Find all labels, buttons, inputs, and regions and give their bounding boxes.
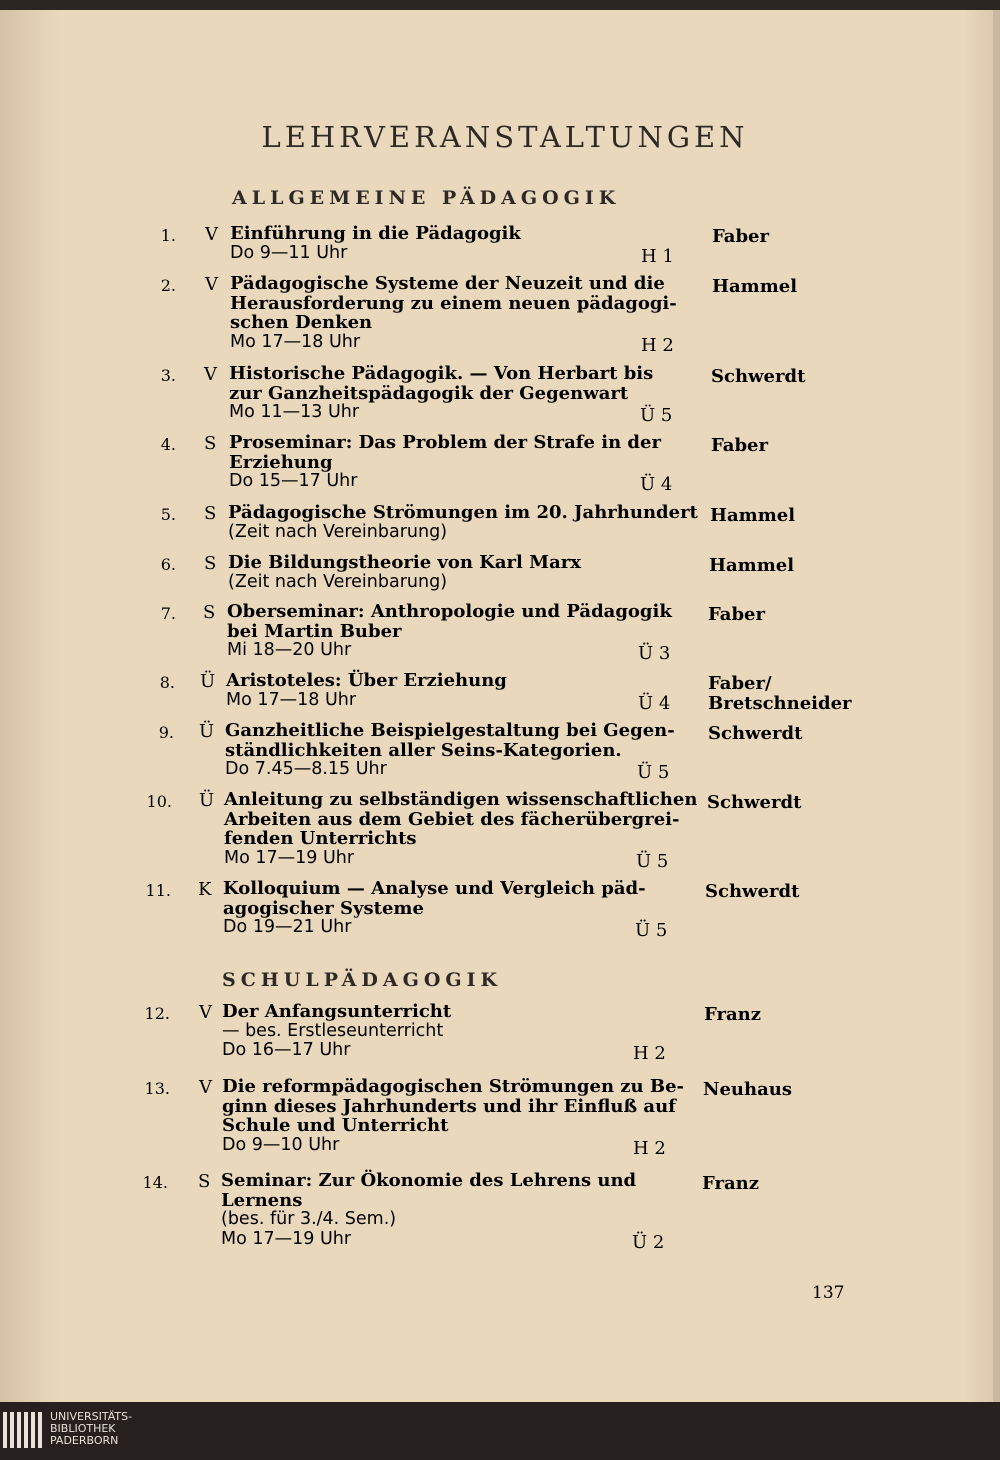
course-title-line: Oberseminar: Anthropologie und Pädagogik [227, 601, 672, 622]
course-title-line: Arbeiten aus dem Gebiet des fächerübergrei- [224, 808, 680, 830]
course-number: 8. [159, 673, 175, 692]
section-heading-schulpaedagogik: SCHULPÄDAGOGIK [222, 969, 502, 991]
course-lecturer: Faber [712, 226, 769, 247]
course-title-line: Schule und Unterricht [222, 1115, 449, 1136]
course-time: Do 9—10 Uhr [222, 1134, 340, 1155]
course-lecturer: Hammel [712, 276, 798, 297]
course-number: 11. [145, 881, 171, 900]
course-room: H 2 [633, 1137, 666, 1159]
course-type: S [204, 433, 217, 454]
course-title-line: Historische Pädagogik. — Von Herbart bis [229, 363, 654, 384]
course-type: V [199, 1002, 212, 1023]
course-title-line: schen Denken [230, 312, 373, 333]
course-type: Ü [199, 721, 215, 742]
course-lecturer: Faber [708, 604, 765, 625]
course-type: V [205, 274, 218, 295]
course-type: S [204, 503, 217, 524]
course-note: (bes. für 3./4. Sem.) [221, 1209, 397, 1229]
course-time: Do 16—17 Uhr [222, 1040, 351, 1060]
course-room: Ü 5 [635, 920, 668, 941]
course-time: Do 7.45—8.15 Uhr [225, 759, 387, 779]
course-time: Mo 17—19 Uhr [221, 1228, 352, 1249]
course-room: H 2 [633, 1043, 666, 1064]
course-lecturer: Faber/ [708, 673, 772, 694]
course-title-line: Aristoteles: Über Erziehung [226, 670, 507, 691]
course-type: S [204, 553, 217, 574]
course-title-line: Kolloquium — Analyse und Vergleich päd- [223, 878, 646, 899]
course-time: Mo 17—18 Uhr [226, 689, 357, 710]
course-lecturer: Franz [702, 1173, 759, 1194]
course-room: Ü 4 [638, 692, 671, 714]
page-number: 137 [812, 1283, 845, 1303]
course-time: Mo 11—13 Uhr [229, 402, 360, 422]
course-time: Mi 18—20 Uhr [227, 640, 352, 660]
course-title-line: Proseminar: Das Problem der Strafe in der [229, 432, 661, 453]
course-title-line: Anleitung zu selbständigen wissenschaftlichen [224, 789, 698, 810]
course-room: Ü 2 [632, 1231, 665, 1253]
course-type: V [199, 1077, 212, 1098]
course-lecturer: Franz [704, 1004, 761, 1025]
course-title-line: Der Anfangsunterricht [222, 1001, 452, 1022]
course-lecturer: Bretschneider [708, 693, 852, 714]
course-time: Do 15—17 Uhr [229, 471, 358, 491]
course-number: 1. [160, 226, 176, 245]
course-type: V [204, 364, 217, 385]
course-lecturer: Schwerdt [711, 366, 806, 387]
course-number: 10. [146, 792, 172, 811]
course-title-line: bei Martin Buber [227, 620, 402, 642]
course-title-line: ständlichkeiten aller Seins-Kategorien. [225, 739, 622, 761]
page-title: LEHRVERANSTALTUNGEN [261, 120, 749, 154]
course-lecturer: Neuhaus [703, 1079, 792, 1100]
course-title-line: Erziehung [229, 451, 333, 473]
course-title-line: Herausforderung zu einem neuen pädagogi- [230, 292, 677, 314]
course-lecturer: Hammel [709, 555, 795, 576]
course-number: 7. [160, 604, 176, 623]
course-lecturer: Faber [711, 435, 768, 456]
course-room: Ü 5 [640, 405, 673, 426]
course-title-line: agogischer Systeme [223, 897, 424, 919]
course-time: Mo 17—18 Uhr [230, 331, 361, 352]
library-logo-icon [3, 1412, 45, 1452]
course-type: K [198, 879, 212, 900]
course-title-line: Ganzheitliche Beispielgestaltung bei Gegen- [225, 720, 675, 741]
course-room: Ü 5 [637, 762, 670, 783]
course-number: 14. [142, 1173, 168, 1192]
course-number: 2. [160, 276, 176, 295]
course-time: (Zeit nach Vereinbarung) [228, 571, 448, 592]
course-type: V [205, 224, 218, 245]
page-edge [993, 10, 1000, 1402]
course-room: Ü 3 [638, 643, 671, 664]
course-lecturer: Schwerdt [707, 792, 802, 813]
course-type: S [203, 602, 216, 623]
course-time: Do 19—21 Uhr [223, 917, 352, 937]
course-title-line: Pädagogische Strömungen im 20. Jahrhundert [228, 502, 698, 523]
course-room: Ü 5 [636, 850, 669, 872]
course-type: S [198, 1171, 211, 1192]
course-type: Ü [199, 790, 215, 811]
course-time: Do 9—11 Uhr [230, 242, 348, 263]
course-title-line: Die Bildungstheorie von Karl Marx [228, 552, 581, 573]
course-title-line: Pädagogische Systeme der Neuzeit und die [230, 273, 665, 294]
course-title-line: Die reformpädagogischen Strömungen zu Be- [222, 1076, 685, 1097]
course-time: Mo 17—19 Uhr [224, 847, 355, 868]
course-title-line: zur Ganzheitspädagogik der Gegenwart [229, 382, 629, 404]
course-number: 5. [160, 505, 176, 524]
course-room: Ü 4 [640, 474, 673, 495]
course-lecturer: Schwerdt [705, 881, 800, 902]
library-logo-text: UNIVERSITÄTS- BIBLIOTHEK PADERBORN [50, 1410, 133, 1447]
course-title-line: Einführung in die Pädagogik [230, 223, 521, 244]
course-number: 6. [160, 555, 176, 574]
course-number: 13. [144, 1079, 170, 1098]
course-number: 12. [144, 1004, 170, 1023]
course-title-line: Seminar: Zur Ökonomie des Lehrens und [221, 1170, 637, 1191]
course-type: Ü [200, 671, 216, 692]
course-number: 3. [160, 366, 176, 385]
course-number: 9. [158, 723, 174, 742]
course-title-line: ginn dieses Jahrhunderts und ihr Einfluß auf [222, 1095, 676, 1117]
course-time: (Zeit nach Vereinbarung) [228, 521, 448, 542]
course-room: H 1 [641, 245, 674, 267]
course-lecturer: Schwerdt [708, 723, 803, 744]
course-note: — bes. Erstleseunterricht [222, 1020, 444, 1041]
course-room: H 2 [641, 334, 674, 356]
course-number: 4. [160, 435, 176, 454]
course-title-line: Lernens [221, 1189, 303, 1211]
section-heading-allgemeine-paedagogik: ALLGEMEINE PÄDAGOGIK [232, 187, 621, 209]
footer-bar [0, 1402, 1000, 1460]
course-title-line: fenden Unterrichts [224, 828, 417, 849]
course-lecturer: Hammel [710, 505, 796, 526]
